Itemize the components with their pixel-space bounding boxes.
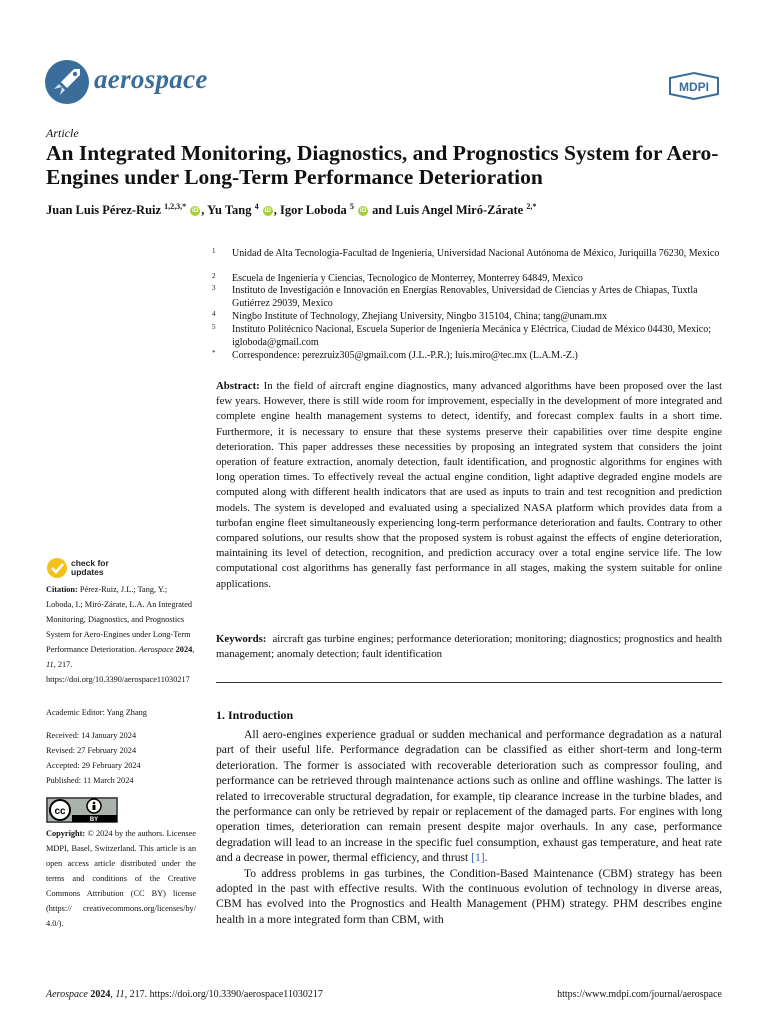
footer-journal: Aerospace bbox=[46, 989, 88, 1000]
author-name[interactable]: Yu Tang bbox=[207, 203, 252, 218]
footer-url[interactable]: https://www.mdpi.com/journal/aerospace bbox=[557, 989, 722, 1000]
citation-link[interactable]: [1] bbox=[471, 851, 485, 865]
orcid-icon[interactable]: iD bbox=[359, 207, 367, 215]
author-affiliation: 4 bbox=[254, 202, 259, 211]
abstract bbox=[216, 379, 722, 592]
revised-date: Revised: 27 February 2024 bbox=[46, 746, 137, 755]
rocket-logo-icon bbox=[44, 59, 90, 105]
citation-year: 2024 bbox=[175, 645, 193, 654]
citation-volume: 11 bbox=[46, 660, 54, 669]
author-affiliation: 1,2,3,* bbox=[164, 202, 187, 211]
copyright bbox=[46, 826, 196, 931]
author-name[interactable]: Igor Loboda bbox=[279, 203, 347, 218]
affiliation-text: Escuela de Ingeniería y Ciencias, Tecnologico de Monterrey, Monterrey 64849, Mexico bbox=[232, 273, 583, 284]
authors-and: and bbox=[372, 203, 393, 218]
citation-doi[interactable]: , 217. https://doi.org/10.3390/aerospace11030217 bbox=[46, 660, 190, 684]
affiliation-number: 2 bbox=[212, 272, 216, 280]
copyright-text: © 2024 by the authors. Licensee MDPI, Basel, Switzerland. This article is an open access article distributed under the terms and conditions of the Creative Commons Attribution (CC BY) license (https:// creativecommons.org/licenses/by/ 4.0/). bbox=[46, 829, 196, 928]
keywords-label: Keywords: bbox=[216, 633, 267, 645]
paragraph-text: All aero-engines experience gradual or sudden mechanical and performance degradation as a natural part of their useful life. Performance degradation can be classified as either short-term and long-term deterioration. The former is associated with recoverable deterioration such as compressor fouling, and performance can be retrieved through maintenance actions such as online and offline washings. The latter is related to irrecoverable structural degradation, for example, tip clearance increase in the turbine blades, and the performance can only be retrieved by repair or replacement of the damaged parts. For engines with long operation times, deterioration can remain present despite major overhauls. In any case, performance degradation will lead to an increase in the specific fuel consumption, exhaust gas temperature, and heat rate and a decrease in power, thermal efficiency, and thrust bbox=[216, 728, 722, 865]
orcid-icon[interactable]: iD bbox=[264, 207, 271, 215]
paragraph: To address problems in gas turbines, the Condition-Based Maintenance (CBM) strategy has been adopted in the past with effective results. With the continuous evolution of technology in diverse areas, CBM has evolved into the Prognostics and Health Management (PHM) strategy. PHM describes engine health in a more integrated form than CBM, with bbox=[216, 866, 722, 926]
svg-text:cc: cc bbox=[54, 806, 66, 817]
author-affiliation: 2,* bbox=[526, 202, 537, 211]
published-date: Published: 11 March 2024 bbox=[46, 776, 134, 785]
abstract-label: Abstract: bbox=[216, 380, 260, 392]
publisher-name: MDPI bbox=[679, 80, 709, 94]
author-list: Juan Luis Pérez-Ruiz $^{1,2,3,*}$ iD , Yu Tang $^4$ iD , Igor Loboda $^5$ iD and Luis Angel Miró-Zárate $^{2,*}$ bbox=[46, 202, 537, 218]
citation-text: Pérez-Ruiz, J.L.; Tang, Y.; Loboda, I.; Miró-Zárate, L.A. An Integrated Monitoring, Diagnostics, and Prognostics System for Aero-Engines under Long-Term Performance Deterioration. bbox=[46, 585, 193, 654]
copyright-label: Copyright: bbox=[46, 829, 86, 838]
footer-doi[interactable]: , 217. https://doi.org/10.3390/aerospace11030217 bbox=[124, 989, 323, 1000]
article-type: Article bbox=[46, 126, 79, 140]
paragraph bbox=[216, 727, 722, 866]
citation-journal: Aerospace bbox=[138, 645, 174, 654]
accepted-date: Accepted: 29 February 2024 bbox=[46, 761, 141, 770]
keywords-text: aircraft gas turbine engines; performance deterioration; monitoring; diagnostics; prognostics and health management; anomaly detection; fault identification bbox=[216, 633, 722, 661]
check-updates-icon bbox=[46, 557, 68, 579]
citation-label: Citation: bbox=[46, 585, 78, 594]
cc-by-license-icon[interactable] bbox=[46, 797, 118, 823]
section-body bbox=[216, 727, 722, 927]
abstract-text: In the field of aircraft engine diagnostics, many advanced algorithms have been proposed over the last few years. However, there is still wide room for improvement, especially in the development of more integrated and complete engine health management systems to detect, identify, and forecast complex faults in a short time. Furthermore, it is necessary to ensure that these systems preserve their capabilities over time despite engine deterioration. This paper addresses these necessities by proposing an integrated system that considers the joint operation of feature extraction, anomaly detection, fault identification, and prognostic algorithms for engines with long operation times. To effectively reveal the actual engine condition, light adaptive degraded engine models are computed along with different health indicators that are used as inputs to train and test recognition and prediction models. The system is developed and evaluated using a specialized NASA platform which provides data from a turbofan engine fleet simultaneously experiencing long-term performance deterioration and faults. Contrary to other compared solutions, our results show that the proposed system is robust against the effects of engine deterioration, maintaining its level of detection, recognition, and prediction accuracy over a total engine service life. The low computational cost algorithms has generally fast performance in all stages, making the system suitable for online applications. bbox=[216, 380, 722, 590]
affiliation-text: Instituto de Investigación e Innovación en Energías Renovables, Universidad de Ciencias y Artes de Chiapas, Tuxtla Gutiérrez 29039, Mexico bbox=[232, 285, 698, 309]
author-name[interactable]: Luis Angel Miró-Zárate bbox=[395, 203, 524, 218]
affiliation-text: Unidad de Alta Tecnología-Facultad de Ingeniería, Universidad Nacional Autónoma de México, Juriquilla 76230, Mexico bbox=[232, 248, 720, 259]
affiliation-number: * bbox=[212, 349, 216, 357]
section-heading: 1. Introduction bbox=[216, 708, 294, 722]
updates-label: updates bbox=[71, 567, 104, 577]
cc-by-label: BY bbox=[89, 817, 99, 823]
affiliation-number: 4 bbox=[212, 310, 216, 318]
orcid-icon[interactable]: iD bbox=[192, 207, 199, 215]
affiliation-number: 3 bbox=[212, 284, 216, 292]
author-affiliation: 5 bbox=[349, 202, 354, 211]
mdpi-logo-icon bbox=[666, 72, 722, 100]
affiliation-text: Instituto Politécnico Nacional, Escuela Superior de Ingeniería Mecánica y Eléctrica, Ciudad de México 04430, Mexico; igloboda@gmail.com bbox=[232, 324, 712, 348]
affiliation-text: Correspondence: perezruiz305@gmail.com (J.L.-P.R.); luis.miro@tec.mx (L.A.M.-Z.) bbox=[232, 350, 578, 361]
affiliation-text: Ningbo Institute of Technology, Zhejiang University, Ningbo 315104, China; tang@unam.mx bbox=[232, 311, 608, 322]
footer-volume: 11 bbox=[115, 989, 125, 1000]
paragraph-end: . bbox=[484, 851, 488, 865]
footer-citation: Aerospace 2024, 11, 217. https://doi.org/10.3390/aerospace11030217 bbox=[46, 989, 323, 1000]
journal-name: aerospace bbox=[94, 64, 208, 94]
author-name[interactable]: Juan Luis Pérez-Ruiz bbox=[46, 203, 162, 218]
keywords bbox=[216, 632, 722, 662]
section-divider bbox=[216, 682, 722, 683]
page-title: An Integrated Monitoring, Diagnostics, and Prognostics System for Aero-Engines under Long-Term Performance Deterioration bbox=[46, 141, 719, 189]
academic-editor: Academic Editor: Yang Zhang bbox=[46, 708, 147, 717]
affiliation-number: 5 bbox=[212, 323, 216, 331]
received-date: Received: 14 January 2024 bbox=[46, 731, 137, 740]
check-for-updates-button[interactable] bbox=[46, 557, 109, 579]
check-label: check for bbox=[71, 558, 109, 568]
footer-year: 2024 bbox=[90, 989, 111, 1000]
citation: Citation: Pérez-Ruiz, J.L.; Tang, Y.; Loboda, I.; Miró-Zárate, L.A. An Integrated Monitoring, Diagnostics, and Prognostics System for Aero-Engines under Long-Term Performance Deterioration. Aerospace 2024, 11, 217. https://doi.org/10.3390/aerospace11030217 bbox=[46, 585, 195, 684]
affiliation-number: 1 bbox=[212, 247, 216, 255]
